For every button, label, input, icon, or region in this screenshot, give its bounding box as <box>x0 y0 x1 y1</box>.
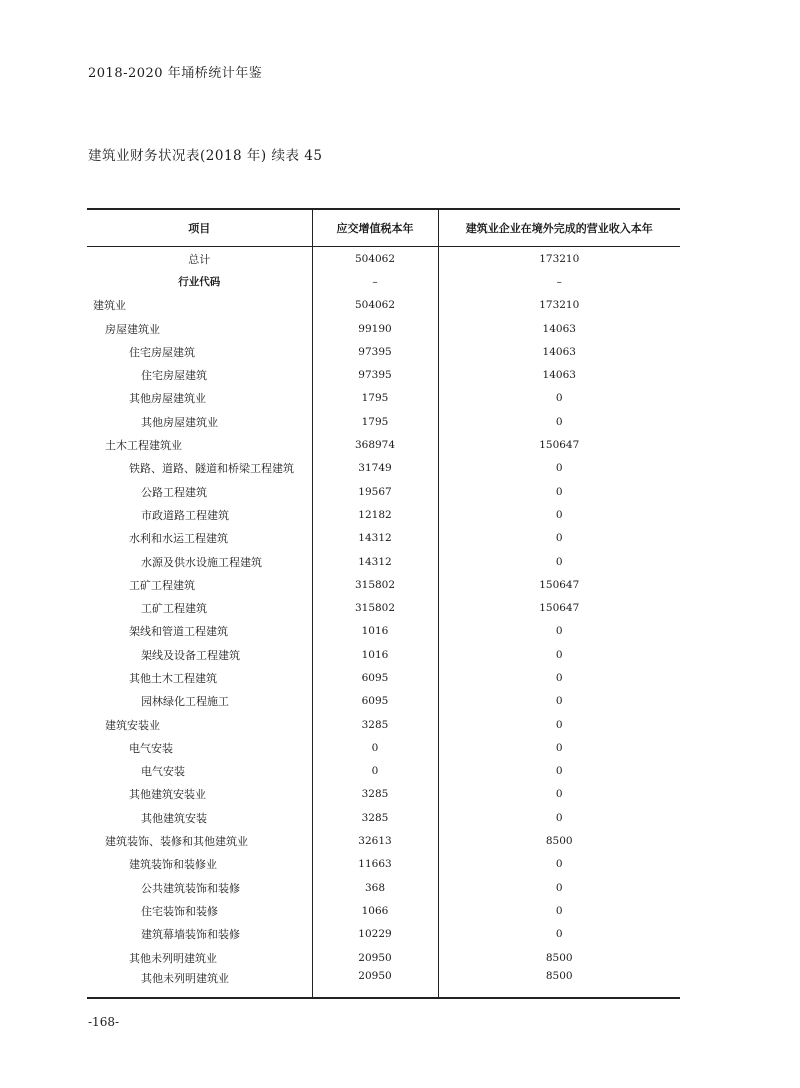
row-item-name: 建筑装饰、装修和其他建筑业 <box>105 835 248 849</box>
row-vat-value: 19567 <box>312 480 438 503</box>
row-vat-value: 0 <box>312 736 438 759</box>
row-item-name: 其他建筑安装 <box>141 811 207 825</box>
row-item-name: 其他房屋建筑业 <box>141 415 218 429</box>
row-overseas-revenue-value: 0 <box>438 760 680 783</box>
table-row <box>87 760 680 783</box>
table-row <box>87 876 680 899</box>
table-row <box>87 480 680 503</box>
table-row <box>87 317 680 340</box>
row-overseas-revenue-value: 0 <box>438 806 680 829</box>
row-vat-value: 14312 <box>312 527 438 550</box>
table-row <box>87 503 680 526</box>
column-header-overseas-revenue: 建筑业企业在境外完成的营业收入本年 <box>438 209 680 247</box>
row-overseas-revenue-value: 14063 <box>438 317 680 340</box>
row-vat-value: 3285 <box>312 806 438 829</box>
row-overseas-revenue-value: 0 <box>438 736 680 759</box>
row-item-name: 行业代码 <box>178 276 221 289</box>
page-number: -168- <box>88 1015 120 1029</box>
row-overseas-revenue-value: 8500 <box>438 946 680 969</box>
row-overseas-revenue-value: 150647 <box>438 433 680 456</box>
table-row <box>87 550 680 573</box>
table-row <box>87 270 680 293</box>
row-vat-value: 1016 <box>312 643 438 666</box>
table-row <box>87 433 680 456</box>
row-vat-value: 504062 <box>312 247 438 271</box>
row-overseas-revenue-value: 0 <box>438 480 680 503</box>
row-vat-value: 315802 <box>312 596 438 619</box>
row-vat-value: 14312 <box>312 550 438 573</box>
row-item-name: 建筑业 <box>93 299 126 313</box>
row-item-name: 住宅房屋建筑 <box>129 345 195 359</box>
row-item-name: 住宅房屋建筑 <box>141 369 207 383</box>
row-vat-value: 32613 <box>312 829 438 852</box>
book-header: 2018-2020 年埇桥统计年鉴 <box>88 66 263 81</box>
row-overseas-revenue-value: 173210 <box>438 294 680 317</box>
row-vat-value: 31749 <box>312 457 438 480</box>
row-overseas-revenue-value: 150647 <box>438 596 680 619</box>
construction-finance-table <box>87 208 680 999</box>
row-overseas-revenue-value: 0 <box>438 527 680 550</box>
table-row <box>87 853 680 876</box>
row-vat-value: 0 <box>312 760 438 783</box>
table-row <box>87 387 680 410</box>
row-overseas-revenue-value: 0 <box>438 620 680 643</box>
row-item-name: 其他建筑安装业 <box>129 788 206 802</box>
table-caption: 建筑业财务状况表(2018 年) 续表 45 <box>88 148 323 164</box>
row-item-name: 房屋建筑业 <box>105 322 160 336</box>
row-overseas-revenue-value: 0 <box>438 783 680 806</box>
row-item-name: 水源及供水设施工程建筑 <box>141 555 262 569</box>
row-overseas-revenue-value: 8500 <box>438 969 680 998</box>
row-vat-value: 1795 <box>312 387 438 410</box>
row-item-name: 其他土木工程建筑 <box>129 671 217 685</box>
row-overseas-revenue-value: 0 <box>438 503 680 526</box>
table-row <box>87 690 680 713</box>
row-vat-value: 12182 <box>312 503 438 526</box>
row-vat-value: 11663 <box>312 853 438 876</box>
table-row <box>87 573 680 596</box>
row-item-name: 其他未列明建筑业 <box>129 951 217 965</box>
row-item-name: 架线及设备工程建筑 <box>141 648 240 662</box>
row-vat-value: – <box>312 270 438 293</box>
row-vat-value: 6095 <box>312 690 438 713</box>
row-overseas-revenue-value: 0 <box>438 899 680 922</box>
row-item-name: 工矿工程建筑 <box>129 578 195 592</box>
row-overseas-revenue-value: 0 <box>438 876 680 899</box>
column-header-item: 项目 <box>87 209 312 247</box>
table-row <box>87 806 680 829</box>
table-row <box>87 666 680 689</box>
table-row <box>87 923 680 946</box>
row-overseas-revenue-value: 0 <box>438 853 680 876</box>
row-item-name: 市政道路工程建筑 <box>141 508 229 522</box>
row-item-name: 建筑幕墙装饰和装修 <box>141 928 240 942</box>
row-overseas-revenue-value: 0 <box>438 923 680 946</box>
row-item-name: 公共建筑装饰和装修 <box>141 881 240 895</box>
row-vat-value: 99190 <box>312 317 438 340</box>
table-row <box>87 363 680 386</box>
row-item-name: 园林绿化工程施工 <box>141 695 229 709</box>
table-row <box>87 969 680 998</box>
table-row <box>87 643 680 666</box>
row-item-name: 总计 <box>188 252 211 266</box>
table-row <box>87 294 680 317</box>
table-row <box>87 457 680 480</box>
row-vat-value: 315802 <box>312 573 438 596</box>
row-vat-value: 1016 <box>312 620 438 643</box>
table-row <box>87 596 680 619</box>
row-vat-value: 20950 <box>312 946 438 969</box>
table-row <box>87 247 680 271</box>
row-overseas-revenue-value: 14063 <box>438 340 680 363</box>
row-overseas-revenue-value: 173210 <box>438 247 680 271</box>
row-overseas-revenue-value: 0 <box>438 666 680 689</box>
row-item-name: 土木工程建筑业 <box>105 439 182 453</box>
table-row <box>87 527 680 550</box>
statistics-table-container <box>87 208 680 999</box>
table-body <box>87 247 680 999</box>
row-item-name: 其他未列明建筑业 <box>87 969 312 998</box>
row-vat-value: 3285 <box>312 713 438 736</box>
row-vat-value: 1795 <box>312 410 438 433</box>
row-item-name: 建筑装饰和装修业 <box>129 858 217 872</box>
row-overseas-revenue-value: 0 <box>438 457 680 480</box>
row-vat-value: 20950 <box>312 969 438 998</box>
row-item-name: 住宅装饰和装修 <box>141 904 218 918</box>
row-overseas-revenue-value: 0 <box>438 387 680 410</box>
table-row <box>87 713 680 736</box>
table-row <box>87 946 680 969</box>
table-row <box>87 829 680 852</box>
row-vat-value: 1066 <box>312 899 438 922</box>
row-item-name: 铁路、道路、隧道和桥梁工程建筑 <box>129 462 294 476</box>
row-overseas-revenue-value: 0 <box>438 643 680 666</box>
row-vat-value: 3285 <box>312 783 438 806</box>
row-item-name: 水利和水运工程建筑 <box>129 532 228 546</box>
row-item-name: 其他房屋建筑业 <box>129 392 206 406</box>
row-overseas-revenue-value: 0 <box>438 713 680 736</box>
row-overseas-revenue-value: 150647 <box>438 573 680 596</box>
row-vat-value: 368974 <box>312 433 438 456</box>
row-vat-value: 504062 <box>312 294 438 317</box>
row-vat-value: 10229 <box>312 923 438 946</box>
row-vat-value: 6095 <box>312 666 438 689</box>
table-row <box>87 620 680 643</box>
row-vat-value: 97395 <box>312 340 438 363</box>
row-vat-value: 368 <box>312 876 438 899</box>
row-overseas-revenue-value: 0 <box>438 550 680 573</box>
row-overseas-revenue-value: 0 <box>438 410 680 433</box>
table-row <box>87 410 680 433</box>
row-item-name: 电气安装 <box>141 765 185 779</box>
table-row <box>87 736 680 759</box>
row-overseas-revenue-value: 0 <box>438 690 680 713</box>
row-item-name: 架线和管道工程建筑 <box>129 625 228 639</box>
table-row <box>87 899 680 922</box>
row-item-name: 电气安装 <box>129 741 173 755</box>
row-overseas-revenue-value: 8500 <box>438 829 680 852</box>
row-overseas-revenue-value: – <box>438 270 680 293</box>
column-header-vat: 应交增值税本年 <box>312 209 438 247</box>
table-header-row <box>87 209 680 247</box>
row-item-name: 工矿工程建筑 <box>141 602 207 616</box>
row-item-name: 建筑安装业 <box>105 718 160 732</box>
table-row <box>87 340 680 363</box>
row-item-name: 公路工程建筑 <box>141 485 207 499</box>
row-overseas-revenue-value: 14063 <box>438 363 680 386</box>
table-row <box>87 783 680 806</box>
row-vat-value: 97395 <box>312 363 438 386</box>
